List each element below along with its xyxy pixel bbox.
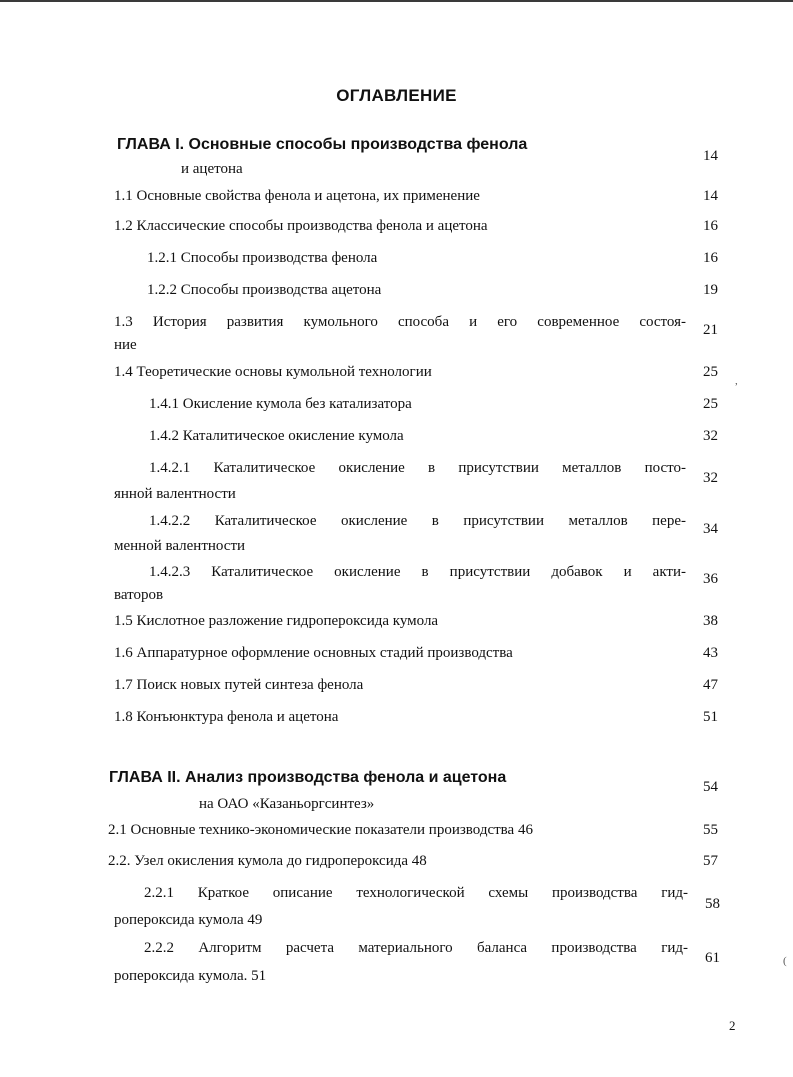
toc-entry-text: 1.4.2 Каталитическое окисление кумола: [149, 428, 404, 444]
toc-chapter-title-cont: на ОАО «Казаньоргсинтез»: [199, 796, 375, 812]
toc-entry: [114, 882, 793, 934]
toc-page-number: 43: [703, 645, 718, 661]
toc-chapter-title: ГЛАВА I. Основные способы производства фенола: [117, 136, 528, 153]
toc-page-number: 57: [703, 853, 718, 869]
toc-page-number: 16: [703, 250, 718, 266]
page-top-edge: [0, 0, 793, 2]
toc-entry-text: 1.5 Кислотное разложение гидропероксида кумола: [114, 613, 439, 629]
toc-entry-text-cont: ропероксида кумола. 51: [114, 968, 267, 984]
toc-entry: [114, 937, 793, 989]
scan-speck: ,: [735, 375, 738, 387]
page-title: ОГЛАВЛЕНИЕ: [336, 86, 457, 105]
toc-page-number: 54: [703, 779, 718, 795]
page-number: 2: [729, 1018, 736, 1033]
toc-chapter-title-cont: и ацетона: [181, 161, 243, 177]
toc-entry-text: 1.4.2.2 Каталитическое окисление в присутствии металлов пере-: [149, 513, 686, 529]
toc-entry: [114, 457, 793, 505]
toc-entry-text: 1.2.1 Способы производства фенола: [147, 250, 378, 266]
toc-entry-text: 1.4 Теоретические основы кумольной технологии: [114, 364, 432, 380]
toc-page-number: 32: [703, 470, 718, 486]
toc-page-number: 19: [703, 282, 718, 298]
toc-entry-text-cont: янной валентности: [114, 486, 236, 502]
toc-entry-text: 1.1 Основные свойства фенола и ацетона, их применение: [114, 188, 480, 204]
toc-page-number: 47: [703, 677, 718, 693]
toc-page-number: 14: [703, 188, 718, 204]
toc-entry-text: 1.4.1 Окисление кумола без катализатора: [149, 396, 412, 412]
toc-entry-text: 2.1 Основные технико-экономические показатели производства 46: [108, 822, 533, 838]
toc-entry-text-cont: ваторов: [114, 587, 164, 603]
toc-page-number: 21: [703, 322, 718, 338]
toc-page-number: 55: [703, 822, 718, 838]
toc-page-number: 16: [703, 218, 718, 234]
toc-page-number: 51: [703, 709, 718, 725]
toc-page-number: 25: [703, 364, 718, 380]
toc-entry-text: 1.4.2.3 Каталитическое окисление в присутствии добавок и акти-: [149, 564, 686, 580]
toc-page-number: 14: [703, 148, 718, 164]
toc-chapter-2: [109, 766, 793, 816]
toc-page-number: 36: [703, 571, 718, 587]
toc-entry-text: 1.8 Конъюнктура фенола и ацетона: [114, 709, 339, 725]
toc-entry: [114, 510, 793, 558]
toc-entry-text-cont: менной валентности: [114, 538, 246, 554]
toc-entry-text-cont: ропероксида кумола 49: [114, 912, 263, 928]
toc-page-number: 32: [703, 428, 718, 444]
toc-page-number: 25: [703, 396, 718, 412]
toc-entry-text: 1.3 История развития кумольного способа и его современное состоя-: [114, 314, 686, 330]
scan-speck: (: [783, 955, 787, 967]
toc-entry: [114, 561, 793, 607]
toc-page-number: 34: [703, 521, 718, 537]
toc-entry-text: 1.4.2.1 Каталитическое окисление в присутствии металлов посто-: [149, 460, 686, 476]
toc-entry-text: 1.2 Классические способы производства фенола и ацетона: [114, 218, 488, 234]
toc-entry: [114, 311, 793, 357]
toc-entry-text: 2.2.2 Алгоритм расчета материального баланса производства гид-: [144, 940, 688, 956]
toc-entry-text: 1.2.2 Способы производства ацетона: [147, 282, 382, 298]
toc-entry-text: 1.7 Поиск новых путей синтеза фенола: [114, 677, 364, 693]
toc-page-number: 58: [705, 896, 720, 912]
toc-entry-text: 2.2. Узел окисления кумола до гидропероксида 48: [108, 853, 427, 869]
toc-page-number: 61: [705, 950, 720, 966]
toc-entry-text: 2.2.1 Краткое описание технологической схемы производства гид-: [144, 885, 688, 901]
toc-entry-text: 1.6 Аппаратурное оформление основных стадий производства: [114, 645, 513, 661]
toc-page-number: 38: [703, 613, 718, 629]
toc-entry-text-cont: ние: [114, 337, 137, 353]
toc-chapter-title: ГЛАВА II. Анализ производства фенола и ацетона: [109, 769, 507, 786]
toc-chapter-1: [117, 133, 793, 183]
